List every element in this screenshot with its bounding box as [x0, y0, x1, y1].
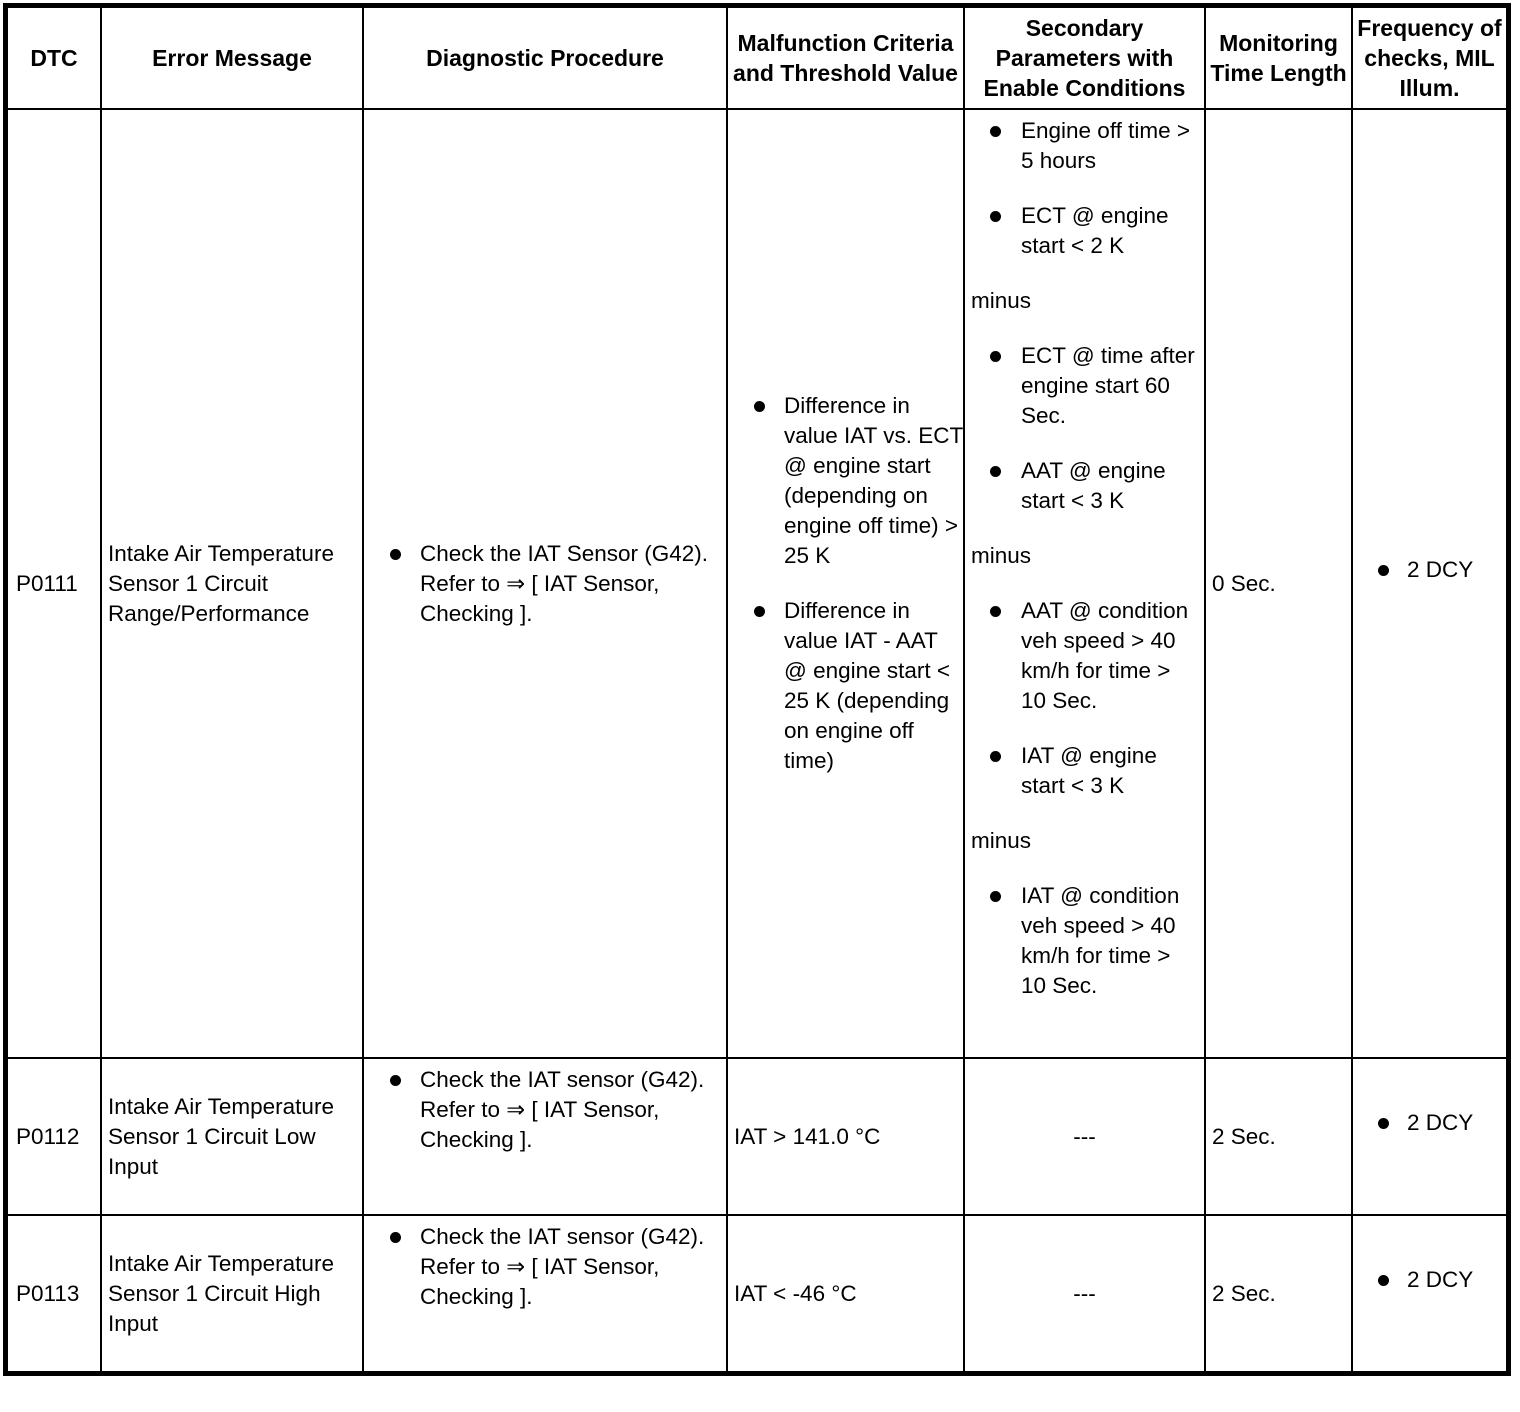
frequency [1352, 109, 1507, 1058]
frequency [1352, 1215, 1507, 1372]
error-message: Intake Air Temperature Sensor 1 Circuit Range/Performance [101, 109, 363, 1058]
secondary-parameters: --- [964, 1215, 1205, 1372]
table-row [7, 1058, 1507, 1215]
header-dtc: DTC [7, 7, 101, 109]
parameter-item: ECT @ engine start < 2 K [965, 201, 1204, 261]
malfunction-criteria: IAT < -46 °C [727, 1215, 964, 1372]
procedure-item: Check the IAT sensor (G42). Refer to ⇒ [ IAT Sensor, Checking ]. [364, 1065, 726, 1155]
malfunction-criteria [727, 109, 964, 1058]
monitoring-time: 0 Sec. [1205, 109, 1352, 1058]
header-diagnostic-procedure: Diagnostic Procedure [363, 7, 727, 109]
malfunction-criteria: IAT > 141.0 °C [727, 1058, 964, 1215]
header-secondary-parameters: Secondary Parameters with Enable Conditions [964, 7, 1205, 109]
error-message: Intake Air Temperature Sensor 1 Circuit Low Input [101, 1058, 363, 1215]
monitoring-time: 2 Sec. [1205, 1215, 1352, 1372]
minus-separator: minus [971, 543, 1032, 568]
parameter-item: AAT @ engine start < 3 K [965, 456, 1204, 516]
dtc-code: P0112 [7, 1058, 101, 1215]
parameter-item: AAT @ condition veh speed > 40 km/h for time > 10 Sec. [965, 596, 1204, 716]
frequency-item: 2 DCY [1353, 1265, 1506, 1295]
header-malfunction-criteria: Malfunction Criteria and Threshold Value [727, 7, 964, 109]
frequency [1352, 1058, 1507, 1215]
dtc-code: P0113 [7, 1215, 101, 1372]
secondary-parameters [964, 109, 1205, 1058]
monitoring-time: 2 Sec. [1205, 1058, 1352, 1215]
header-error-message: Error Message [101, 7, 363, 109]
criteria-item: Difference in value IAT vs. ECT @ engine start (depending on engine off time) > 25 K [728, 391, 963, 571]
header-frequency: Frequency of checks, MIL Illum. [1352, 7, 1507, 109]
procedure-item: Check the IAT Sensor (G42). Refer to ⇒ [ IAT Sensor, Checking ]. [364, 539, 726, 629]
secondary-parameters: --- [964, 1058, 1205, 1215]
error-message: Intake Air Temperature Sensor 1 Circuit High Input [101, 1215, 363, 1372]
parameter-item: ECT @ time after engine start 60 Sec. [965, 341, 1204, 431]
dtc-table [6, 6, 1508, 1373]
parameter-item: IAT @ engine start < 3 K [965, 741, 1204, 801]
table-row [7, 109, 1507, 1058]
diagnostic-procedure [363, 109, 727, 1058]
header-row [7, 7, 1507, 109]
table-row [7, 1215, 1507, 1372]
criteria-item: Difference in value IAT - AAT @ engine start < 25 K (depending on engine off time) [728, 596, 963, 776]
minus-separator: minus [971, 288, 1032, 313]
header-monitoring-time: Monitoring Time Length [1205, 7, 1352, 109]
minus-separator: minus [971, 828, 1032, 853]
diagnostic-procedure [363, 1058, 727, 1215]
parameter-item: Engine off time > 5 hours [965, 116, 1204, 176]
frequency-item: 2 DCY [1353, 1108, 1506, 1138]
parameter-item: IAT @ condition veh speed > 40 km/h for time > 10 Sec. [965, 881, 1204, 1001]
procedure-item: Check the IAT sensor (G42). Refer to ⇒ [ IAT Sensor, Checking ]. [364, 1222, 726, 1312]
diagnostic-procedure [363, 1215, 727, 1372]
dtc-code: P0111 [7, 109, 101, 1058]
frequency-item: 2 DCY [1353, 555, 1506, 585]
